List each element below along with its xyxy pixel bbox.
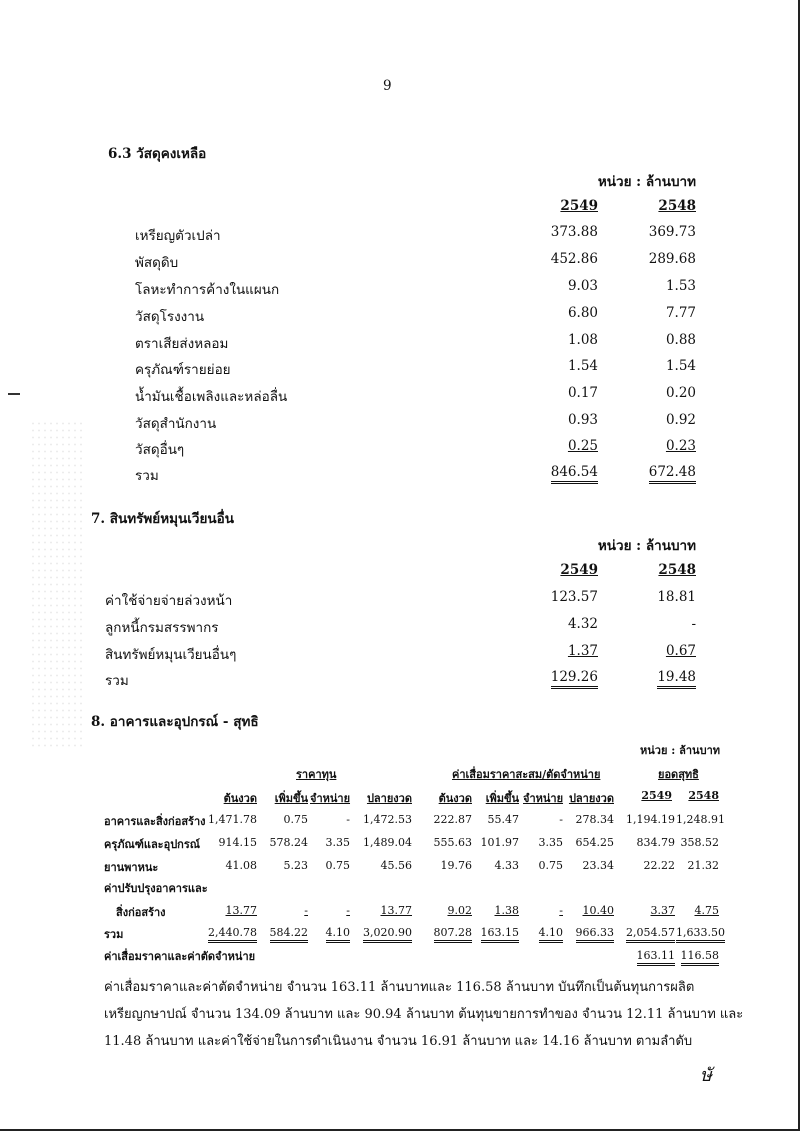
- row-label: น้ำมันเชื้อเพลิงและหล่อลื่น: [135, 389, 288, 405]
- cell: 13.77: [380, 904, 412, 917]
- total-cell: 2,440.78: [208, 926, 257, 943]
- cell: 45.56: [380, 859, 412, 872]
- row-label: ครุภัณฑ์และอุปกรณ์: [104, 838, 200, 851]
- cell: 5.23: [283, 859, 308, 872]
- group-header-net: ยอดสุทธิ: [658, 768, 699, 781]
- total-cell: 807.28: [434, 926, 473, 943]
- row-value-2548: 0.92: [665, 412, 696, 428]
- total-cell: 2,054.57: [626, 926, 675, 943]
- row-value-2548: 369.73: [648, 224, 696, 240]
- total-cell: 4.10: [326, 926, 351, 943]
- row-value-2548: -: [691, 616, 696, 632]
- row-value-2549: 1.08: [567, 332, 598, 348]
- cell: 1,248.91: [676, 813, 725, 826]
- row-value-2549: 0.93: [567, 412, 598, 428]
- row-label: สิ่งก่อสร้าง: [116, 906, 166, 919]
- cell: 1,471.78: [208, 813, 257, 826]
- scan-mark: [8, 393, 20, 395]
- row-label: ตราเสียส่งหลอม: [135, 336, 229, 352]
- row-label: วัสดุอื่นๆ: [135, 442, 185, 458]
- row-value-2548: 0.88: [665, 332, 696, 348]
- section-8-title: 8. อาคารและอุปกรณ์ - สุทธิ: [91, 714, 259, 730]
- row-value-2548: 289.68: [648, 251, 696, 267]
- row-label: ครุภัณฑ์รายย่อย: [135, 362, 231, 378]
- cell: 55.47: [487, 813, 519, 826]
- cell: 1,472.53: [363, 813, 412, 826]
- section-6-3-year-2: 2548: [658, 198, 696, 214]
- row-value-2548: 18.81: [657, 589, 696, 605]
- col-header: 2549: [641, 789, 672, 802]
- cell: 578.24: [269, 836, 308, 849]
- row-label: โลหะทำการค้างในแผนก: [135, 282, 280, 298]
- cell: 4.75: [694, 904, 719, 917]
- row-value-2548: 7.77: [665, 305, 696, 321]
- cell: 10.40: [582, 904, 614, 917]
- cell: 101.97: [480, 836, 519, 849]
- cell: 13.77: [225, 904, 257, 917]
- col-header: จำหน่าย: [310, 792, 351, 805]
- total-value-2549: 846.54: [551, 464, 598, 484]
- cell: 4.33: [494, 859, 519, 872]
- paragraph-line: 11.48 ล้านบาท และค่าใช้จ่ายในการดำเนินงาน จำนวน 16.91 ล้านบาท และ 14.16 ล้านบาท ตามลำดับ: [104, 1034, 693, 1049]
- row-label: พัสดุดิบ: [135, 255, 179, 271]
- row-value-2549: 373.88: [550, 224, 598, 240]
- depreciation-label: ค่าเสื่อมราคาและค่าตัดจำหน่าย: [104, 950, 256, 963]
- cell: 19.76: [440, 859, 472, 872]
- row-value-2549: 123.57: [550, 589, 598, 605]
- cell: 3.35: [325, 836, 350, 849]
- cell: 23.34: [582, 859, 614, 872]
- depreciation-2548: 116.58: [681, 949, 720, 966]
- section-6-3-unit: หน่วย : ล้านบาท: [597, 174, 696, 190]
- cell: -: [346, 813, 350, 826]
- cell: -: [304, 904, 308, 917]
- cell: -: [559, 813, 563, 826]
- row-value-2549: 1.54: [567, 358, 598, 374]
- row-label: ลูกหนี้กรมสรรพากร: [105, 620, 219, 636]
- row-label: สินทรัพย์หมุนเวียนอื่นๆ: [105, 647, 237, 663]
- paragraph-line: ค่าเสื่อมราคาและค่าตัดจำหน่าย จำนวน 163.11 ล้านบาทและ 116.58 ล้านบาท บันทึกเป็นต้นทุนการผลิต: [104, 980, 695, 995]
- row-value-2548: 1.54: [665, 358, 696, 374]
- total-label: รวม: [135, 468, 159, 484]
- row-value-2548: 0.20: [665, 385, 696, 401]
- total-value-2549: 129.26: [551, 669, 598, 689]
- section-7-year-1: 2549: [560, 562, 598, 578]
- cell: 1,194.19: [626, 813, 675, 826]
- cell: 21.32: [687, 859, 719, 872]
- total-cell: 3,020.90: [363, 926, 412, 943]
- total-label: รวม: [105, 673, 129, 689]
- cell: 1,489.04: [363, 836, 412, 849]
- depreciation-2549: 163.11: [637, 949, 676, 966]
- section-7-unit: หน่วย : ล้านบาท: [597, 538, 696, 554]
- col-header: ปลายงวด: [568, 792, 614, 805]
- page-number: 9: [383, 78, 392, 94]
- cell: 9.02: [447, 904, 472, 917]
- section-7-year-2: 2548: [658, 562, 696, 578]
- row-value-2548: 0.67: [665, 643, 696, 659]
- cell: 555.63: [433, 836, 472, 849]
- row-label: ค่าใช้จ่ายจ่ายล่วงหน้า: [105, 593, 233, 609]
- initials-signature: ษั: [700, 1065, 712, 1086]
- col-header: ปลายงวด: [366, 792, 412, 805]
- row-value-2549: 0.25: [567, 438, 598, 454]
- cell: 222.87: [433, 813, 472, 826]
- total-cell: 163.15: [481, 926, 520, 943]
- cell: 914.15: [218, 836, 257, 849]
- row-value-2549: 4.32: [567, 616, 598, 632]
- row-label: เหรียญตัวเปล่า: [135, 228, 221, 244]
- col-header: เพิ่มขึ้น: [485, 792, 519, 805]
- scan-noise: [30, 420, 85, 750]
- cell: 654.25: [575, 836, 614, 849]
- cell: 0.75: [538, 859, 563, 872]
- col-header: 2548: [688, 789, 719, 802]
- cell: 358.52: [680, 836, 719, 849]
- row-value-2548: 1.53: [665, 278, 696, 294]
- cell: 0.75: [283, 813, 308, 826]
- cell: 1.38: [494, 904, 519, 917]
- total-cell: 1,633.50: [676, 926, 725, 943]
- section-8-unit: หน่วย : ล้านบาท: [640, 744, 720, 757]
- section-6-3-year-1: 2549: [560, 198, 598, 214]
- cell: -: [346, 904, 350, 917]
- paragraph-line: เหรียญกษาปณ์ จำนวน 134.09 ล้านบาท และ 90.94 ล้านบาท ต้นทุนขายการทำของ จำนวน 12.11 ล้านบาท และ: [104, 1007, 744, 1022]
- col-header: ต้นงวด: [223, 792, 257, 805]
- row-value-2549: 1.37: [567, 643, 598, 659]
- total-label: รวม: [104, 928, 124, 941]
- cell: 22.22: [643, 859, 675, 872]
- col-header: เพิ่มขึ้น: [274, 792, 308, 805]
- cell: -: [559, 904, 563, 917]
- total-cell: 584.22: [270, 926, 309, 943]
- cell: 3.37: [650, 904, 675, 917]
- section-6-3-title: 6.3 วัสดุคงเหลือ: [108, 146, 207, 162]
- row-value-2549: 6.80: [567, 305, 598, 321]
- group-header-depreciation: ค่าเสื่อมราคาสะสม/ตัดจำหน่าย: [452, 768, 601, 781]
- section-7-title: 7. สินทรัพย์หมุนเวียนอื่น: [91, 511, 234, 527]
- row-value-2549: 452.86: [550, 251, 598, 267]
- group-header-cost: ราคาทุน: [296, 768, 337, 781]
- row-value-2549: 0.17: [567, 385, 598, 401]
- total-cell: 4.10: [539, 926, 564, 943]
- cell: 278.34: [575, 813, 614, 826]
- total-value-2548: 19.48: [657, 669, 696, 689]
- row-value-2548: 0.23: [665, 438, 696, 454]
- row-label: วัสดุสำนักงาน: [135, 416, 217, 432]
- total-value-2548: 672.48: [649, 464, 696, 484]
- col-header: ต้นงวด: [438, 792, 472, 805]
- row-label: ยานพาหนะ: [104, 861, 159, 874]
- cell: 0.75: [325, 859, 350, 872]
- cell: 3.35: [538, 836, 563, 849]
- row-label: อาคารและสิ่งก่อสร้าง: [104, 815, 206, 828]
- cell: 834.79: [636, 836, 675, 849]
- total-cell: 966.33: [576, 926, 615, 943]
- row-label: ค่าปรับปรุงอาคารและ: [104, 882, 208, 895]
- col-header: จำหน่าย: [523, 792, 564, 805]
- row-label: วัสดุโรงงาน: [135, 309, 205, 325]
- cell: 41.08: [225, 859, 257, 872]
- row-value-2549: 9.03: [567, 278, 598, 294]
